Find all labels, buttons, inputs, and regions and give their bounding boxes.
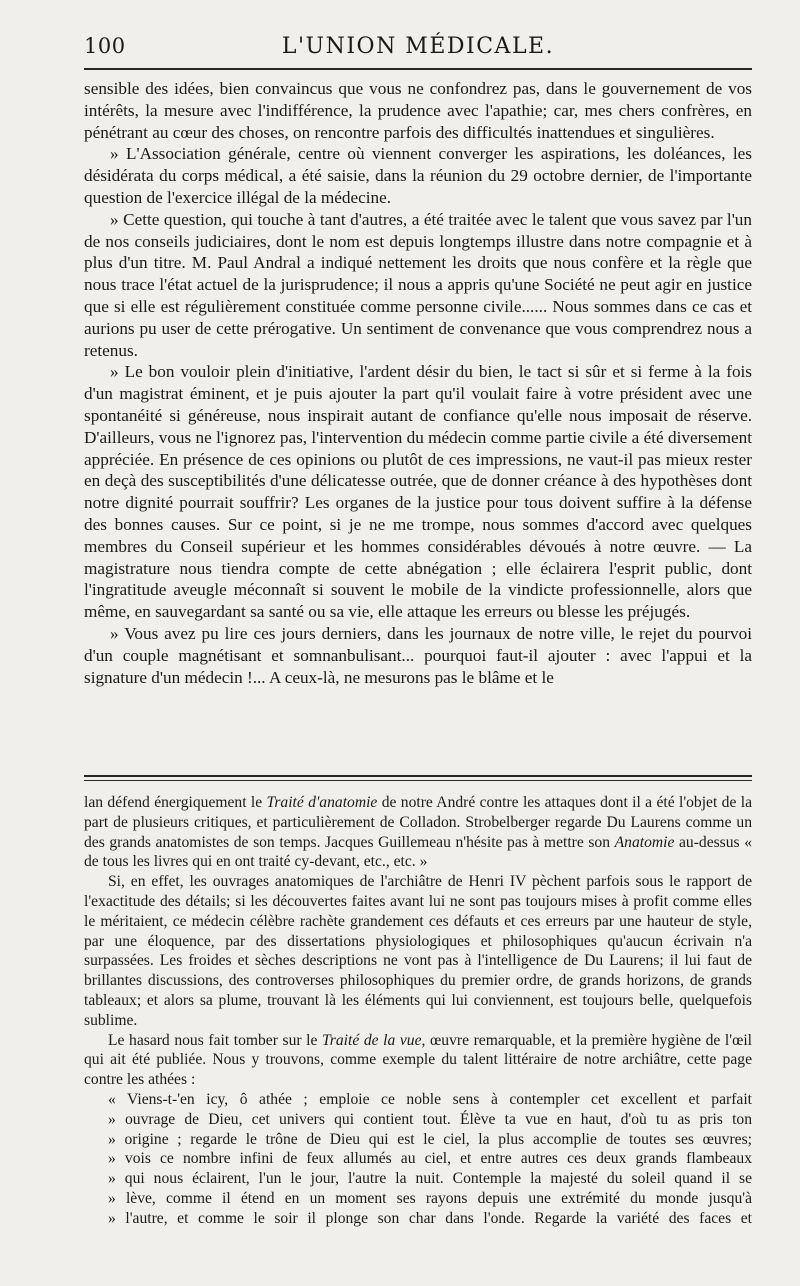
quote-line: » qui nous éclairent, l'un le jour, l'autre la nuit. Contemple la majesté du soleil quand il se (108, 1170, 752, 1188)
quote-line: » vois ce nombre infini de feux allumés au ciel, et entre autres ces deux grands flambeaux (108, 1150, 752, 1168)
quote-line: « Viens-t-'en icy, ô athée ; emploie ce noble sens à contempler cet excellent et parfait (108, 1090, 752, 1108)
paragraph: » Le bon vouloir plein d'initiative, l'ardent désir du bien, le tact si sûr et si ferme à la fois d'un magistrat éminent, et je puis ajouter la part qu'il voulait faire à votre président avec une spontanéité si généreuse, nous inspirait autant de confiance qu'elle nous imposait de réserve. D'ailleurs, vous ne l'ignorez pas, l'intervention du médecin comme partie civile a été diversement appréciée. En présence de ces opinions ou plutôt de ces impressions, ne vaut-il pas mieux rester en deçà des susceptibilités d'une délicatesse outrée, que de donner créance à des hypothèses dont notre dignité pourrait souffrir? Les organes de la justice pour tous doivent suffire à la défense des bonnes causes. Sur ce point, si je ne me trompe, nous sommes d'accord avec quelques membres du Conseil supérieur et les hommes considérables dévoués à notre œuvre. — La magistrature nous tiendra compte de cette abnégation ; elle éclairera l'esprit public, dont l'ingratitude aveugle méconnaît si souvent le mobile de la vindicte professionnelle, alors que même, en sauvegardant sa santé ou sa vie, elle attaque les erreurs ou blesse les préjugés. (84, 362, 752, 622)
paragraph: » Vous avez pu lire ces jours derniers, dans les journaux de notre ville, le rejet du pourvoi d'un couple magnétisant et somnanbulisant... pourquoi faut-il ajouter : avec l'appui et la signature d'un médecin !... A ceux-là, ne mesurons pas le blâme et le (84, 623, 752, 687)
text-run: de notre André contre les attaques dont il a été l'objet de la part de plusieurs critiques, et particulièrement de Colladon. Strobelberger regarde Du Laurens comme un des grands anatomistes de son temps. Jacques Guillemeau n'hésite pas à mettre son (84, 794, 753, 851)
quote-line: » l'autre, et comme le soir il plonge son char dans l'onde. Regarde la variété des faces et (108, 1209, 752, 1227)
header-rule (84, 68, 752, 70)
paragraph (84, 1031, 752, 1090)
running-title: L'UNION MÉDICALE. (281, 34, 555, 59)
paragraph (84, 793, 752, 872)
paragraph: » Cette question, qui touche à tant d'autres, a été traitée avec le talent que vous savez par l'un de nos conseils judiciaires, dont le nom est depuis longtemps illustre dans notre compagnie et à plus d'un titre. M. Paul Andral a indiqué nettement les droits que nous confère et la règle que nous trace l'état actuel de la jurisprudence; il nous a appris qu'une Société ne peut agir en justice que si elle est régulièrement constituée comme personne civile...... Nous sommes dans ce cas et aurions pu user de cette prérogative. Un sentiment de convenance que vous comprendrez nous a retenus. (84, 209, 752, 360)
book-title: Anatomie (614, 833, 675, 851)
main-article (84, 78, 752, 688)
quote-line: » ouvrage de Dieu, cet univers qui contient tout. Élève ta vue en haut, d'où tu as pris ton (108, 1110, 752, 1128)
text-run: Le hasard nous fait tomber sur le (108, 1031, 322, 1049)
feuilleton (84, 793, 752, 1229)
paragraph: sensible des idées, bien convaincus que vous ne confondrez pas, dans le gouvernement de vos intérêts, la mesure avec l'indifférence, la prudence avec l'apathie; car, mes chers confrères, en pénétrant au cœur des choses, on rencontre parfois des difficultés inattendues et singulières. (84, 79, 752, 142)
feuilleton-separator (84, 775, 752, 781)
page-header (84, 34, 752, 64)
text-run: , œuvre remarquable, et la première hygiène de l'œil qui ait été publiée. Nous y trouvons, comme exemple du talent littéraire de notre archiâtre, cette page contre les athées : (84, 1031, 752, 1089)
paragraph: Si, en effet, les ouvrages anatomiques de l'archiâtre de Henri IV pèchent parfois sous le rapport de l'exactitude des détails; si les découvertes faites avant lui ne sont pas toujours mises à profit comme elles le méritaient, ce médecin célèbre rachète grandement ces défauts et ces erreurs par une hauteur de style, par une éloquence, par des dissertations physiologiques et philosophiques qu'aucun écrivain n'a surpassées. Les froides et sèches descriptions ne vont pas à l'intelligence de Du Laurens; il lui faut de brillantes discussions, des controverses philosophiques du premier ordre, de grands horizons, de grands tableaux; et alors sa plume, trouvant là les éléments qui lui conviennent, est toujours belle, quelquefois sublime. (84, 873, 752, 1029)
quote-line: » origine ; regarde le trône de Dieu qui est le ciel, la plus accomplie de toutes ses œuvres; (108, 1130, 752, 1148)
text-run: lan défend énergiquement le (84, 794, 267, 811)
quotation (84, 1090, 752, 1229)
text-run: au-dessus « de tous les livres qui en ont traité cy-devant, etc., etc. » (84, 833, 753, 871)
quote-line: » lève, comme il étend en un moment ses rayons depuis une extrémité du monde jusqu'à (108, 1189, 752, 1207)
page-number: 100 (84, 34, 126, 58)
paragraph: » L'Association générale, centre où viennent converger les aspirations, les doléances, les désidérata du corps médical, a été saisie, dans la réunion du 29 octobre dernier, de l'importante question de l'exercice illégal de la médecine. (84, 144, 752, 207)
book-title: Traité de la vue (322, 1031, 422, 1049)
book-title: Traité d'anatomie (266, 794, 378, 811)
